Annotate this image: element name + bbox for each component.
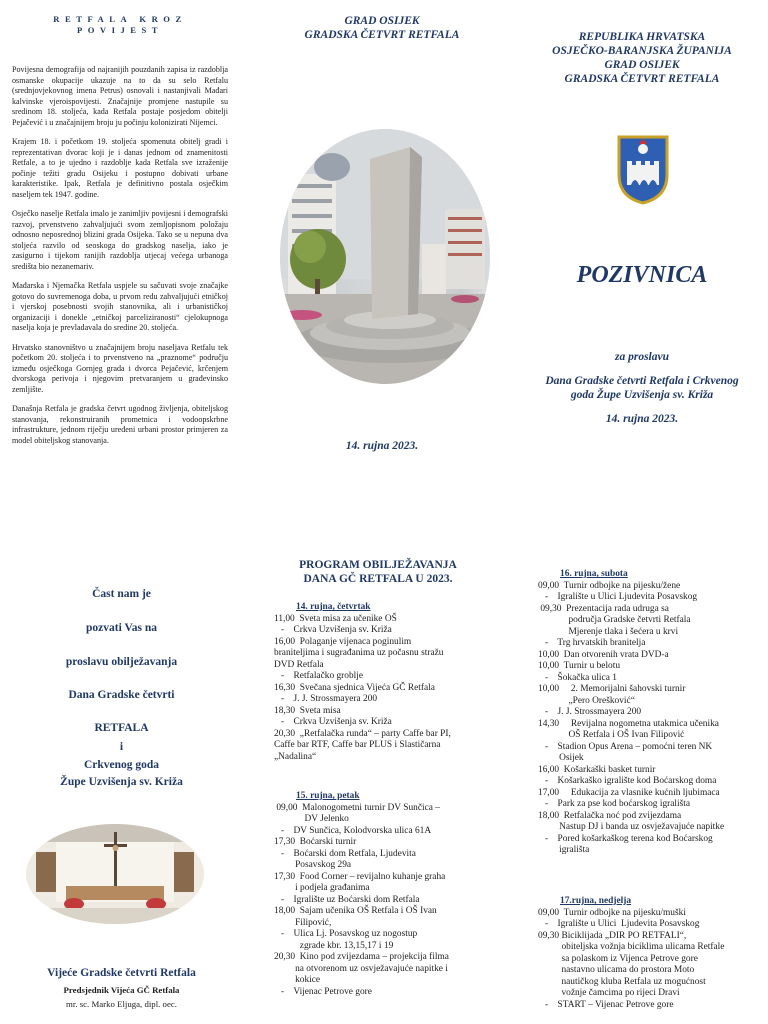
program-line: kokice xyxy=(274,975,321,985)
program-line: područja Gradske četvrti Retfala xyxy=(538,615,691,625)
program-line: 14,30 Revijalna nogometna utakmica učenika xyxy=(538,718,719,729)
program-line: nastavno ulicama do prostora Moto xyxy=(538,965,695,975)
program-day-1 xyxy=(274,602,506,763)
history-paragraph: Mađarska i Njemačka Retfala uspjele su sačuvati svoje značajke gotovo do suvremenoga doba, u prvom redu zahvaljujući etničkoj i vjerskoj posebnosti svojih stanovnika, ali i urbanističkoj organizaciji i donekle „etničkoj parceliziranosti“ cjelokupnoga naselja koja je prevladavala do sredine 20. stoljeća. xyxy=(12,281,228,332)
program-line: - Košarkaško igralište kod Boćarskog doma xyxy=(538,776,717,786)
program-line: 09,00 Turnir odbojke na pijesku/žene xyxy=(538,580,681,591)
header-city: GRAD OSIJEK xyxy=(604,59,680,71)
program-line: i podjela građanima xyxy=(274,883,370,893)
history-paragraph: Današnja Retfala je gradska četvrt ugodnog življenja, obiteljskog stanovanja, rekonstruiranih prometnica i vodoopskrbne infrastrukture, jednom riječju uređeni urbani prostor primjeren za model obiteljskog stanovanja. xyxy=(12,404,228,445)
program-line: 09,30 Biciklijada „DIR PO RETFALI“, xyxy=(538,930,687,941)
program-line: 20,30 Kino pod zvijezdama – projekcija filma xyxy=(274,952,449,962)
program-line: „Pero Orešković“ xyxy=(538,695,635,706)
program-line: nautičkog kluba Retfala uz mogućnost xyxy=(538,976,706,987)
program-line: - Igralište uz Boćarski dom Retfala xyxy=(274,894,420,905)
program-line: igrališta xyxy=(538,845,590,855)
program-line: - Crkva Uzvišenja sv. Križa xyxy=(274,625,392,635)
program-line: - DV Sunčica, Kolodvorska ulica 61A xyxy=(274,825,432,836)
program-line: - Boćarski dom Retfala, Ljudevita xyxy=(274,848,416,859)
program-line: sa polaskom iz Vijenca Petrove gore xyxy=(538,953,698,964)
center-header-district: GRADSKA ČETVRT RETFALA xyxy=(304,29,460,41)
occasion-line-1: Dana Gradske četvrti Retfala i Crkvenog xyxy=(545,375,739,387)
invite-line: Dana Gradske četvrti xyxy=(68,689,175,701)
monument-photo xyxy=(280,129,490,384)
council-name: Vijeće Gradske četvrti Retfala xyxy=(47,967,196,979)
program-line: - J. J. Strossmayera 200 xyxy=(538,707,642,717)
osijek-coat-of-arms-icon xyxy=(617,135,669,205)
invite-line: Župe Uzvišenja sv. Križa xyxy=(60,776,183,788)
program-line: 09,00 Turnir odbojke na pijesku/muški xyxy=(538,907,686,918)
program-line: - Retfalačko groblje xyxy=(274,671,364,681)
program-line: - Šokačka ulica 1 xyxy=(538,672,617,683)
program-line: 16,00 Polaganje vijenaca poginulim xyxy=(274,636,412,647)
center-date: 14. rujna 2023. xyxy=(345,440,419,452)
history-paragraph: Povijesna demografija od najranijih pouzdanih zapisa iz razdoblja osmanske okupacije ukazuje na to da su selo Retfalu (srednjovjekovnog imena Petrus) osnovali i nastanjivali Mađari kalvinske vjeroispovijesti. Značajnije promjene nastupile su sredinom 18. stoljeća, kada Retfala postaje posjedom obitelji Pejačević i u značajnijem broju ju počinju kolonizirati Nijemci. xyxy=(12,65,228,127)
header-district: GRADSKA ČETVRT RETFALA xyxy=(564,73,720,85)
program-line: 18,00 Retfalačka noć pod zvijezdama xyxy=(538,810,682,821)
invite-line: i xyxy=(119,741,124,753)
program-day-2 xyxy=(274,791,506,998)
program-day-4 xyxy=(538,896,766,1011)
cover-panel xyxy=(522,30,762,86)
invite-line: proslavu obilježavanja xyxy=(65,656,178,668)
program-line: - Pored košarkaškog terena kod Boćarskog xyxy=(538,833,713,844)
program-line: 10,00 Dan otvorenih vrata DVD-a xyxy=(538,649,669,660)
invitation-title: POZIVNICA xyxy=(576,262,708,288)
program-line: DVD Retfala xyxy=(274,659,324,670)
history-paragraph: Osječko naselje Retfala imalo je zanimljiv povijesni i demografski razvoj, prvenstveno zahvaljujući svom zemljopisnom položaju odnosno neposrednoj blizini grada Osijeka. Tako se u nepuna dva stoljeća razvilo od seoskoga do gradskog naselja, iako je zasigurno i tijekom ranijih razdoblja utjecaj većega urbanoga središta bio nezanemariv. xyxy=(12,209,228,271)
program-line: 17,30 Boćarski turnir xyxy=(274,837,357,847)
program-day-3 xyxy=(538,569,766,857)
center-panel xyxy=(262,14,502,42)
program-line: - Park za pse kod boćarskog igrališta xyxy=(538,799,691,809)
program-line: - Vijenac Petrove gore xyxy=(274,986,372,997)
invite-line: Crkvenog goda xyxy=(83,759,160,771)
president-name: mr. sc. Marko Eljuga, dipl. oec. xyxy=(66,999,177,1009)
church-interior-photo xyxy=(26,824,204,924)
program-line: - START – Vijenac Petrove gore xyxy=(538,999,674,1010)
invite-line: RETFALA xyxy=(94,722,149,734)
invite-line: pozvati Vas na xyxy=(86,622,157,634)
program-line: - J. J. Strossmayera 200 xyxy=(274,694,378,704)
program-line: zgrade kbr. 13,15,17 i 19 xyxy=(274,940,394,951)
program-line: obiteljska vožnja biciklima ulicama Retfale xyxy=(538,942,725,952)
program-line: vožnje čamcima po rijeci Dravi xyxy=(538,988,680,998)
program-line: DV Jelenko xyxy=(274,814,349,824)
monument-illustration xyxy=(280,129,490,384)
day-heading: 16. rujna, subota xyxy=(560,569,628,579)
program-line: 11,00 Sveta misa za učenike OŠ xyxy=(274,613,397,624)
occasion-line-2: goda Župe Uzvišenja sv. Križa xyxy=(570,389,714,401)
president-title: Predsjednik Vijeća GČ Retfala xyxy=(63,985,180,995)
day-heading: 15. rujna, petak xyxy=(296,791,360,801)
history-panel xyxy=(12,14,228,455)
program-line: Filipović, xyxy=(274,917,332,928)
program-line: Caffe bar RTF, Caffe bar PLUS i Slastičarna xyxy=(274,740,441,750)
program-title-line-1: PROGRAM OBILJEŽAVANJA xyxy=(299,559,457,571)
history-paragraph: Hrvatsko stanovništvo u značajnijem broju naseljava Retfalu tek početkom 20. stoljeća i to prvenstveno na „praznome“ području između osječkoga Gornjeg grada i dvorca Pejačević, krčenjem dvorskoga perivoja i njegovim pretvaranjem u građevinsko zemljište. xyxy=(12,342,228,394)
occasion-intro: za proslavu xyxy=(615,351,669,363)
program-line: Mjerenje tlaka i šećera u krvi xyxy=(538,626,679,637)
history-paragraph: Krajem 18. i početkom 19. stoljeća spomenuta obitelj gradi i reprezentativan dvorac koji je i danas jednom od znamenitosti Retfale, a to je ujedno i razdoblje kada Retfala sve izraženije počinje težiti gradu Osijeku i postupno dobivati urbane karakteristike. Ipak, Retfala je definitivno postala osječkim naseljem tek 1947. godine. xyxy=(12,137,228,199)
program-line: 10,00 Turnir u belotu xyxy=(538,661,621,671)
cover-date: 14. rujna 2023. xyxy=(605,413,679,425)
program-line: 18,30 Sveta misa xyxy=(274,705,341,716)
program-line: - Stadion Opus Arena – pomoćni teren NK xyxy=(538,741,713,752)
program-line: 16,00 Košarkaški basket turnir xyxy=(538,764,656,775)
program-line: 18,00 Sajam učenika OŠ Retfala i OŠ Ivan xyxy=(274,906,437,916)
program-line: OŠ Retfala i OŠ Ivan Filipović xyxy=(538,730,685,740)
program-line: - Trg hrvatskih branitelja xyxy=(538,638,646,648)
day-heading: 17.rujna, nedjelja xyxy=(560,896,632,906)
header-republic: REPUBLIKA HRVATSKA xyxy=(578,31,706,43)
program-line: 20,30 „Retfalačka runda“ – party Caffe bar PI, xyxy=(274,728,451,739)
program-line: - Igralište u Ulici Ljudevita Posavskog xyxy=(538,919,700,929)
invite-line: Čast nam je xyxy=(92,588,151,600)
history-title: RETFALA KROZ POVIJEST xyxy=(53,14,187,35)
program-line: - Ulica Lj. Posavskog uz nogostup xyxy=(274,929,418,939)
program-line: Posavskog 29a xyxy=(274,860,352,870)
program-line: - Crkva Uzvišenja sv. Križa xyxy=(274,717,392,727)
church-illustration xyxy=(26,824,204,924)
program-line: „Nadalina“ xyxy=(274,751,317,762)
program-line: Nastup DJ i banda uz osvježavajuće napitke xyxy=(538,822,725,832)
program-line: 10,00 2. Memorijalni šahovski turnir xyxy=(538,684,686,694)
program-line: Osijek xyxy=(538,753,584,763)
program-line: 09,30 Prezentacija rada udruga sa xyxy=(538,603,669,614)
program-title-line-2: DANA GČ RETFALA U 2023. xyxy=(303,573,453,585)
center-header-city: GRAD OSIJEK xyxy=(344,15,420,27)
program-line: braniteljima i sugrađanima uz počasnu stražu xyxy=(274,648,444,658)
program-title xyxy=(262,558,494,586)
program-line: 16,30 Svečana sjednica Vijeća GČ Retfala xyxy=(274,682,435,693)
day-heading: 14. rujna, četvrtak xyxy=(296,602,371,612)
program-line: 09,00 Malonogometni turnir DV Sunčica – xyxy=(274,802,440,813)
header-county: OSJEČKO-BARANJSKA ŽUPANIJA xyxy=(552,45,732,57)
program-line: 17,30 Food Corner – revijalno kuhanje graha xyxy=(274,871,446,882)
program-line: na otvorenom uz osvježavajuće napitke i xyxy=(274,963,448,974)
program-line: - Igralište u Ulici Ljudevita Posavskog xyxy=(538,592,698,602)
program-line: 17,00 Edukacija za vlasnike kućnih ljubimaca xyxy=(538,787,720,798)
